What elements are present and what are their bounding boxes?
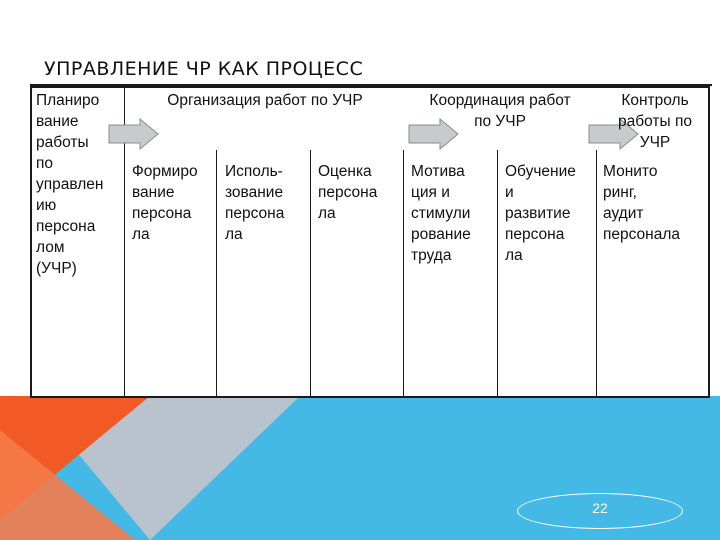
arrow-right-icon bbox=[108, 118, 160, 150]
planning-cell: Планиро вание работы по управлен ию персона лом (УЧР) bbox=[36, 92, 104, 277]
column-divider-5 bbox=[497, 150, 498, 398]
coordination-header: Координация работ по УЧР bbox=[429, 92, 571, 130]
column-divider-2 bbox=[216, 150, 217, 398]
organization-header: Организация работ по УЧР bbox=[167, 92, 363, 109]
column-usage: Исполь- зование персона ла bbox=[225, 163, 285, 243]
control-header: Контроль работы по УЧР bbox=[618, 92, 692, 151]
column-divider-3 bbox=[310, 150, 311, 398]
column-training: Обучение и развитие персона ла bbox=[505, 163, 576, 264]
column-divider-6 bbox=[596, 150, 597, 398]
column-monitoring: Монито ринг, аудит персонала bbox=[603, 163, 681, 243]
slide-title: УПРАВЛЕНИЕ ЧР КАК ПРОЦЕСС bbox=[44, 58, 364, 80]
column-formation: Формиро вание персона ла bbox=[132, 163, 198, 243]
column-divider-4 bbox=[403, 150, 404, 398]
column-assessment: Оценка персона ла bbox=[318, 163, 378, 222]
page-number: 22 bbox=[592, 500, 608, 516]
column-motivation: Мотива ция и стимули рование труда bbox=[411, 163, 471, 264]
